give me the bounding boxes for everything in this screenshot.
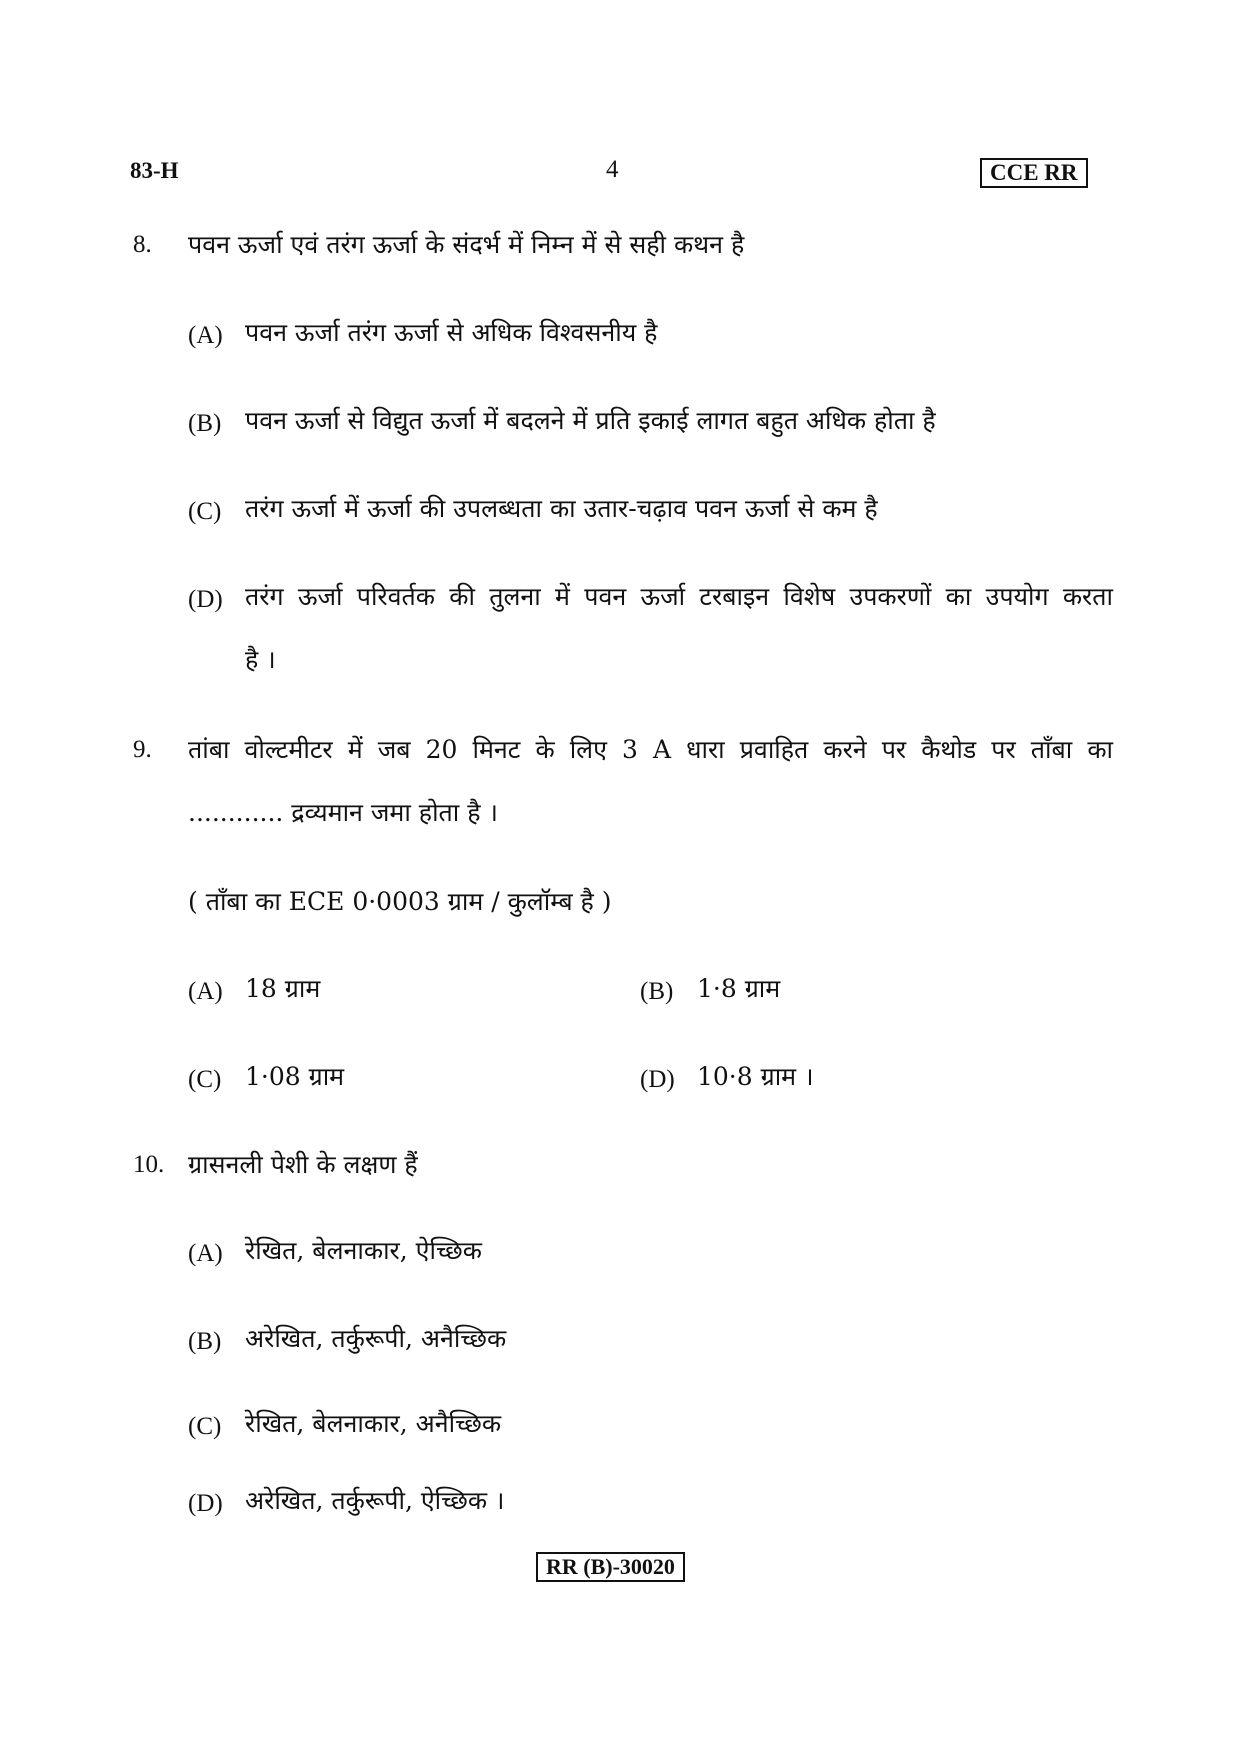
page-number: 4 xyxy=(606,156,619,183)
q8-option-b-letter: (B) xyxy=(188,410,222,437)
q9-option-c-letter: (C) xyxy=(188,1066,222,1093)
question-8-text: पवन ऊर्जा एवं तरंग ऊर्जा के संदर्भ में निम्न में से सही कथन है xyxy=(188,230,745,259)
q8-option-a-text: पवन ऊर्जा तरंग ऊर्जा से अधिक विश्वसनीय है xyxy=(245,318,658,347)
q10-option-c-letter: (C) xyxy=(188,1413,222,1440)
q9-option-d-text: 10·8 ग्राम । xyxy=(697,1062,814,1091)
q10-option-b-letter: (B) xyxy=(188,1328,222,1355)
question-9-text-continued: ............ द्रव्यमान जमा होता है । xyxy=(188,798,498,827)
q10-option-d-text: अरेखित, तर्कुरूपी, ऐच्छिक । xyxy=(245,1486,505,1515)
q8-option-d-text: तरंग ऊर्जा परिवर्तक की तुलना में पवन ऊर्जा टरबाइन विशेष उपकरणों का उपयोग करता xyxy=(245,582,1113,611)
q9-option-a-text: 18 ग्राम xyxy=(245,974,321,1003)
q9-option-b-text: 1·8 ग्राम xyxy=(697,974,781,1003)
question-9-number: 9. xyxy=(133,736,152,763)
q8-option-d-text-continued: है । xyxy=(245,645,276,674)
q8-option-d-letter: (D) xyxy=(188,586,223,613)
q10-option-c-text: रेखित, बेलनाकार, अनैच्छिक xyxy=(245,1409,502,1438)
q8-option-c-letter: (C) xyxy=(188,498,222,525)
q9-option-b-letter: (B) xyxy=(640,978,674,1005)
question-9-note: ( ताँबा का ECE 0·0003 ग्राम / कुलॉम्ब है ) xyxy=(188,887,612,916)
q10-option-d-letter: (D) xyxy=(188,1490,223,1517)
paper-code: 83-H xyxy=(130,158,179,183)
q9-option-d-letter: (D) xyxy=(640,1066,675,1093)
question-8-number: 8. xyxy=(133,231,152,258)
q8-option-b-text: पवन ऊर्जा से विद्युत ऊर्जा में बदलने में प्रति इकाई लागत बहुत अधिक होता है xyxy=(245,406,936,435)
q10-option-a-letter: (A) xyxy=(188,1240,223,1267)
q9-option-c-text: 1·08 ग्राम xyxy=(245,1062,345,1091)
q8-option-c-text: तरंग ऊर्जा में ऊर्जा की उपलब्धता का उतार-चढ़ाव पवन ऊर्जा से कम है xyxy=(245,494,878,523)
question-9-text: तांबा वोल्टमीटर में जब 20 मिनट के लिए 3 A धारा प्रवाहित करने पर कैथोड पर ताँबा का xyxy=(188,735,1113,764)
q10-option-a-text: रेखित, बेलनाकार, ऐच्छिक xyxy=(245,1236,482,1265)
footer-code-box: RR (B)-30020 xyxy=(536,1552,685,1582)
series-code-box: CCE RR xyxy=(980,158,1088,188)
q9-option-a-letter: (A) xyxy=(188,978,223,1005)
question-10-text: ग्रासनली पेशी के लक्षण हैं xyxy=(188,1150,418,1179)
question-10-number: 10. xyxy=(133,1151,165,1178)
q10-option-b-text: अरेखित, तर्कुरूपी, अनैच्छिक xyxy=(245,1324,507,1353)
q8-option-a-letter: (A) xyxy=(188,322,223,349)
